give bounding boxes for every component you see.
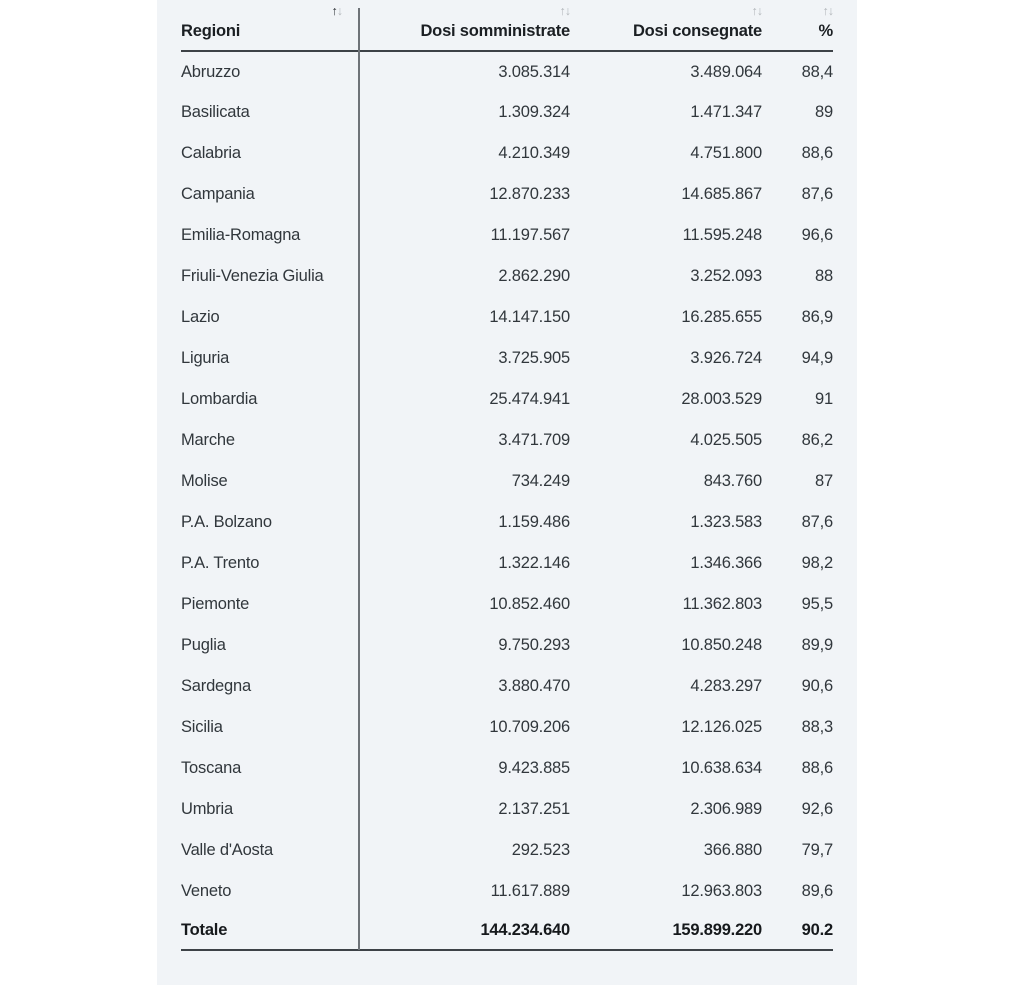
vaccine-doses-table xyxy=(181,0,833,951)
sort-icon[interactable] xyxy=(752,5,763,18)
table-row xyxy=(181,871,833,912)
dosi-consegnate-cell: 2.306.989 xyxy=(690,800,762,818)
table-row xyxy=(181,338,833,379)
dosi-consegnate-cell: 1.346.366 xyxy=(690,554,762,572)
percentuale-cell: 88,3 xyxy=(801,718,833,736)
region-name-cell: Lombardia xyxy=(181,390,258,408)
dosi-somministrate-cell: 3.085.314 xyxy=(498,62,570,81)
sort-up-arrow-icon[interactable]: ↑ xyxy=(331,4,337,18)
table-footer xyxy=(181,912,833,950)
dosi-somministrate-cell: 1.159.486 xyxy=(498,513,570,531)
dosi-consegnate-cell: 12.126.025 xyxy=(681,718,762,736)
percentuale-cell: 96,6 xyxy=(801,226,833,244)
dosi-somministrate-cell: 9.423.885 xyxy=(498,759,570,777)
region-name-cell: Calabria xyxy=(181,144,241,162)
table-row xyxy=(181,707,833,748)
region-name-cell: Emilia-Romagna xyxy=(181,226,301,244)
percentuale-cell: 87 xyxy=(815,472,833,490)
sort-down-arrow-icon[interactable]: ↓ xyxy=(564,4,570,18)
table-row xyxy=(181,789,833,830)
column-label: Dosi somministrate xyxy=(420,22,570,40)
dosi-consegnate-cell: 1.323.583 xyxy=(690,513,762,531)
percentuale-cell: 79,7 xyxy=(801,841,833,859)
dosi-consegnate-cell: 11.362.803 xyxy=(682,595,762,613)
table-row xyxy=(181,748,833,789)
percentuale-cell: 86,9 xyxy=(801,308,833,326)
dosi-somministrate-cell: 11.617.889 xyxy=(490,882,570,900)
percentuale-cell: 98,2 xyxy=(801,554,833,572)
dosi-consegnate-cell: 3.926.724 xyxy=(690,349,762,367)
column-label: Dosi consegnate xyxy=(632,22,762,40)
percentuale-cell: 88 xyxy=(815,267,833,285)
percentuale-cell: 92,6 xyxy=(801,800,833,818)
sort-icon[interactable] xyxy=(332,5,343,18)
table-row xyxy=(181,543,833,584)
percentuale-cell: 87,6 xyxy=(801,513,833,531)
dosi-somministrate-cell: 10.709.206 xyxy=(489,718,570,736)
dosi-somministrate-cell: 3.880.470 xyxy=(498,677,570,695)
dosi-somministrate-cell: 9.750.293 xyxy=(498,636,570,654)
header-row xyxy=(181,0,833,51)
table-row xyxy=(181,666,833,707)
region-name-cell: Sardegna xyxy=(181,677,251,695)
table-row xyxy=(181,830,833,871)
region-name-cell: Valle d'Aosta xyxy=(181,841,273,859)
dosi-consegnate-cell: 1.471.347 xyxy=(690,103,762,121)
region-name-cell: P.A. Bolzano xyxy=(181,513,272,531)
percentuale-cell: 95,5 xyxy=(801,595,833,613)
table-row xyxy=(181,461,833,502)
table-row xyxy=(181,420,833,461)
percentuale-cell: 89,9 xyxy=(801,636,833,654)
table-body xyxy=(181,51,833,912)
column-header-dosi-consegnate[interactable] xyxy=(570,0,762,51)
total-dosi-somministrate: 144.234.640 xyxy=(358,912,570,950)
dosi-consegnate-cell: 10.850.248 xyxy=(681,636,762,654)
dosi-somministrate-cell: 11.197.567 xyxy=(490,226,570,244)
total-percentuale: 90.2 xyxy=(762,912,833,950)
table-row xyxy=(181,297,833,338)
region-name-cell: Lazio xyxy=(181,308,220,326)
region-name-cell: P.A. Trento xyxy=(181,554,260,572)
dosi-somministrate-cell: 10.852.460 xyxy=(489,595,570,613)
dosi-somministrate-cell: 25.474.941 xyxy=(489,390,570,408)
dosi-consegnate-cell: 3.489.064 xyxy=(690,62,762,81)
column-divider-line xyxy=(358,8,360,950)
dosi-consegnate-cell: 16.285.655 xyxy=(681,308,762,326)
total-label: Totale xyxy=(181,912,358,950)
percentuale-cell: 89,6 xyxy=(801,882,833,900)
dosi-consegnate-cell: 11.595.248 xyxy=(682,226,762,244)
column-header-regioni[interactable] xyxy=(181,0,358,51)
dosi-consegnate-cell: 843.760 xyxy=(703,472,762,490)
sort-up-arrow-icon[interactable]: ↑ xyxy=(822,4,828,18)
total-row xyxy=(181,912,833,950)
dosi-consegnate-cell: 4.283.297 xyxy=(690,677,762,695)
dosi-somministrate-cell: 1.309.324 xyxy=(498,103,570,121)
dosi-somministrate-cell: 1.322.146 xyxy=(498,554,570,572)
dosi-consegnate-cell: 4.025.505 xyxy=(690,431,762,449)
percentuale-cell: 88,4 xyxy=(801,62,833,81)
dosi-consegnate-cell: 3.252.093 xyxy=(690,267,762,285)
percentuale-cell: 91 xyxy=(815,390,833,408)
table-row xyxy=(181,256,833,297)
dosi-somministrate-cell: 4.210.349 xyxy=(498,144,570,162)
column-label: % xyxy=(818,22,833,40)
sort-down-arrow-icon[interactable]: ↓ xyxy=(756,4,762,18)
percentuale-cell: 86,2 xyxy=(801,431,833,449)
table-row xyxy=(181,625,833,666)
table-row xyxy=(181,215,833,256)
percentuale-cell: 90,6 xyxy=(801,677,833,695)
percentuale-cell: 88,6 xyxy=(801,144,833,162)
table-row xyxy=(181,502,833,543)
sort-down-arrow-icon[interactable]: ↓ xyxy=(827,4,833,18)
dosi-somministrate-cell: 3.471.709 xyxy=(498,431,570,449)
dosi-consegnate-cell: 366.880 xyxy=(703,841,762,859)
dosi-somministrate-cell: 2.137.251 xyxy=(498,800,570,818)
dosi-somministrate-cell: 734.249 xyxy=(511,472,570,490)
table-row xyxy=(181,92,833,133)
table-row xyxy=(181,379,833,420)
percentuale-cell: 94,9 xyxy=(801,349,833,367)
region-name-cell: Molise xyxy=(181,472,228,490)
dosi-consegnate-cell: 12.963.803 xyxy=(681,882,762,900)
total-dosi-consegnate: 159.899.220 xyxy=(570,912,762,950)
region-name-cell: Friuli-Venezia Giulia xyxy=(181,267,324,285)
sort-icon[interactable] xyxy=(823,5,834,18)
region-name-cell: Basilicata xyxy=(181,103,250,121)
percentuale-cell: 89 xyxy=(815,103,833,121)
table-header xyxy=(181,0,833,51)
dosi-consegnate-cell: 4.751.800 xyxy=(690,144,762,162)
region-name-cell: Umbria xyxy=(181,800,233,818)
dosi-somministrate-cell: 3.725.905 xyxy=(498,349,570,367)
region-name-cell: Veneto xyxy=(181,882,232,900)
region-name-cell: Puglia xyxy=(181,636,226,654)
dosi-somministrate-cell: 12.870.233 xyxy=(489,185,570,203)
column-header-percentuale[interactable] xyxy=(762,0,833,51)
region-name-cell: Abruzzo xyxy=(181,62,241,81)
dosi-consegnate-cell: 10.638.634 xyxy=(681,759,762,777)
dosi-somministrate-cell: 2.862.290 xyxy=(498,267,570,285)
region-name-cell: Toscana xyxy=(181,759,242,777)
table-row xyxy=(181,174,833,215)
dosi-consegnate-cell: 28.003.529 xyxy=(681,390,762,408)
region-name-cell: Piemonte xyxy=(181,595,250,613)
column-header-dosi-somministrate[interactable] xyxy=(358,0,570,51)
region-name-cell: Campania xyxy=(181,185,255,203)
region-name-cell: Liguria xyxy=(181,349,230,367)
region-name-cell: Marche xyxy=(181,431,235,449)
percentuale-cell: 87,6 xyxy=(801,185,833,203)
column-label: Regioni xyxy=(181,22,241,40)
percentuale-cell: 88,6 xyxy=(801,759,833,777)
table-row xyxy=(181,133,833,174)
vaccine-table-panel xyxy=(157,0,857,985)
sort-up-arrow-icon[interactable]: ↑ xyxy=(559,4,565,18)
dosi-somministrate-cell: 292.523 xyxy=(511,841,570,859)
sort-down-arrow-icon[interactable]: ↓ xyxy=(336,4,342,18)
dosi-somministrate-cell: 14.147.150 xyxy=(489,308,570,326)
sort-up-arrow-icon[interactable]: ↑ xyxy=(751,4,757,18)
region-name-cell: Sicilia xyxy=(181,718,223,736)
table-row xyxy=(181,51,833,92)
dosi-consegnate-cell: 14.685.867 xyxy=(681,185,762,203)
sort-icon[interactable] xyxy=(560,5,571,18)
table-row xyxy=(181,584,833,625)
